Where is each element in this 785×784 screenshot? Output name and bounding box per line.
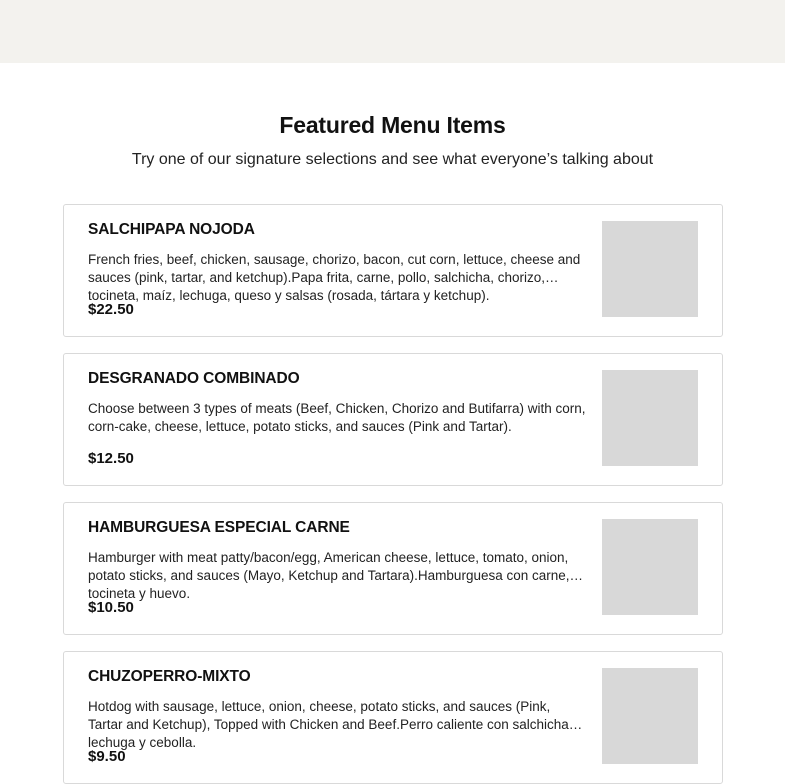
menu-item-card[interactable] bbox=[63, 502, 723, 635]
menu-item-price: $9.50 bbox=[88, 748, 126, 765]
menu-item-name: CHUZOPERRO-MIXTO bbox=[88, 668, 251, 685]
menu-item-name: SALCHIPAPA NOJODA bbox=[88, 221, 255, 238]
menu-item-text bbox=[88, 667, 586, 767]
top-banner bbox=[0, 0, 785, 63]
menu-item-card[interactable] bbox=[63, 204, 723, 337]
menu-item-price: $12.50 bbox=[88, 450, 134, 467]
menu-item-description: Hamburger with meat patty/bacon/egg, American cheese, lettuce, tomato, onion, potato sticks, and sauces (Mayo, Ketchup and Tartara).Hamburguesa con carne, tocineta y huevo. bbox=[88, 550, 570, 601]
menu-item-text bbox=[88, 369, 586, 469]
menu-item-image-placeholder bbox=[602, 519, 698, 615]
menu-item-description: French fries, beef, chicken, sausage, chorizo, bacon, cut corn, lettuce, cheese and sauces (pink, tartar, and ketchup).Papa frita, carne, pollo, salchicha, chorizo, tocineta, maíz, lechuga, queso y salsas (rosada, tártara y ketchup). bbox=[88, 252, 581, 303]
menu-item-description: Hotdog with sausage, lettuce, onion, cheese, potato sticks, and sauces (Pink, Tartar and Ketchup), Topped with Chicken and Beef.Perro caliente con salchicha, lechuga y cebolla. bbox=[88, 699, 573, 750]
menu-item-image-placeholder bbox=[602, 668, 698, 764]
section-title: Featured Menu Items bbox=[279, 112, 506, 138]
menu-item-price: $10.50 bbox=[88, 599, 134, 616]
featured-menu-section bbox=[0, 63, 785, 784]
menu-item-card[interactable] bbox=[63, 353, 723, 486]
menu-item-card[interactable] bbox=[63, 651, 723, 784]
menu-item-description: Choose between 3 types of meats (Beef, Chicken, Chorizo and Butifarra) with corn, corn-cake, cheese, lettuce, potato sticks, and sauces (Pink and Tartar). bbox=[88, 401, 586, 434]
featured-menu-list bbox=[63, 204, 723, 784]
menu-item-text bbox=[88, 518, 586, 618]
menu-item-price: $22.50 bbox=[88, 301, 134, 318]
menu-item-name: DESGRANADO COMBINADO bbox=[88, 370, 300, 387]
section-subtitle: Try one of our signature selections and see what everyone’s talking about bbox=[131, 151, 654, 168]
menu-item-text bbox=[88, 220, 586, 320]
menu-item-image-placeholder bbox=[602, 370, 698, 466]
menu-item-name: HAMBURGUESA ESPECIAL CARNE bbox=[88, 519, 350, 536]
menu-item-image-placeholder bbox=[602, 221, 698, 317]
